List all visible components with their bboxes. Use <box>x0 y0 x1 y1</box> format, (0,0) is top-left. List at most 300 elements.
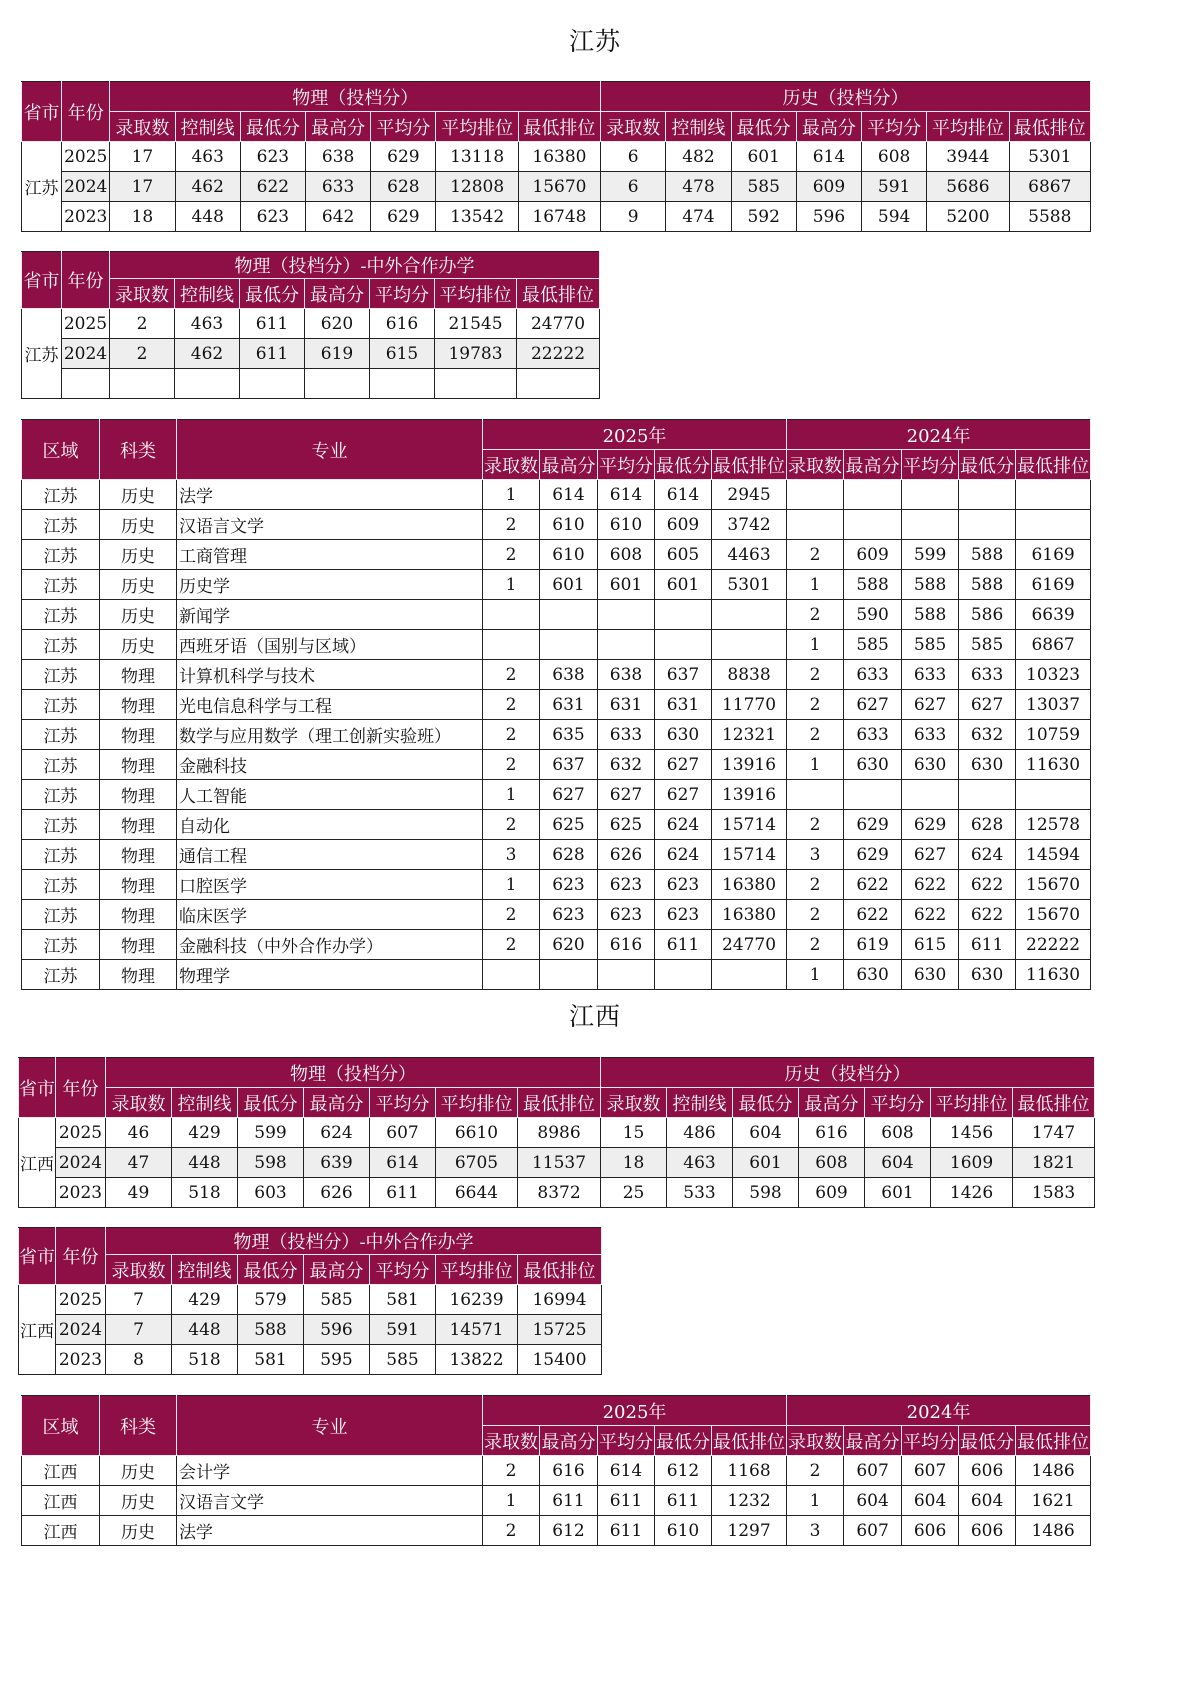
table-cell: 598 <box>238 1148 304 1178</box>
col-header: 控制线 <box>666 112 731 142</box>
major-name-cell: 新闻学 <box>177 600 483 630</box>
major-name-cell: 光电信息科学与工程 <box>177 690 483 720</box>
table-cell: 2 <box>483 810 540 840</box>
table-cell: 448 <box>172 1315 238 1345</box>
col-header: 最低排位 <box>1016 450 1091 480</box>
table-cell: 463 <box>667 1148 733 1178</box>
subject-type-cell: 物理 <box>100 870 177 900</box>
major-name-cell: 汉语言文学 <box>177 1486 483 1516</box>
table-cell: 629 <box>844 810 902 840</box>
group-header-coop: 物理（投档分）-中外合作办学 <box>110 252 600 279</box>
table-cell: 1 <box>787 570 844 600</box>
region-cell: 江苏 <box>22 480 100 510</box>
table-cell: 448 <box>172 1148 238 1178</box>
table-row <box>22 930 1091 960</box>
table-cell: 8372 <box>518 1178 601 1208</box>
table-cell: 608 <box>862 142 927 172</box>
table-cell: 601 <box>540 570 598 600</box>
year-cell <box>62 369 110 399</box>
year-cell: 2024 <box>56 1148 106 1178</box>
table-cell: 18 <box>601 1148 667 1178</box>
col-header: 最低排位 <box>517 279 600 309</box>
col-header: 最低分 <box>959 450 1016 480</box>
table-cell: 1609 <box>931 1148 1013 1178</box>
table-cell: 14571 <box>436 1315 518 1345</box>
col-header: 最低排位 <box>518 112 600 142</box>
table-cell: 588 <box>959 570 1016 600</box>
major-name-cell: 计算机科学与技术 <box>177 660 483 690</box>
table-cell: 474 <box>666 202 731 232</box>
table-row <box>22 960 1091 990</box>
table-cell: 591 <box>862 172 927 202</box>
table-cell: 606 <box>959 1516 1016 1546</box>
table-cell <box>959 480 1016 510</box>
table-cell: 2 <box>483 1456 540 1486</box>
table-cell: 609 <box>844 540 902 570</box>
table-cell: 13037 <box>1016 690 1091 720</box>
table-cell <box>655 960 712 990</box>
major-name-cell: 自动化 <box>177 810 483 840</box>
table-row <box>22 142 1091 172</box>
table-row <box>22 570 1091 600</box>
table-cell: 3944 <box>927 142 1009 172</box>
table-row <box>22 720 1091 750</box>
table-cell: 2 <box>483 690 540 720</box>
col-header: 平均分 <box>370 279 435 309</box>
table-cell: 616 <box>370 309 435 339</box>
table-cell: 611 <box>655 930 712 960</box>
table-cell: 1168 <box>712 1456 787 1486</box>
table-cell: 619 <box>305 339 370 369</box>
subject-type-cell: 物理 <box>100 690 177 720</box>
subject-type-cell: 历史 <box>100 510 177 540</box>
table-cell: 585 <box>844 630 902 660</box>
col-header: 控制线 <box>175 112 240 142</box>
col-header: 最高分 <box>844 1426 902 1456</box>
table-cell <box>902 480 959 510</box>
table-cell: 13118 <box>436 142 518 172</box>
table-cell: 2 <box>483 540 540 570</box>
table-cell: 7 <box>106 1315 172 1345</box>
table-cell: 518 <box>172 1345 238 1375</box>
table-cell: 630 <box>902 750 959 780</box>
col-header: 最低分 <box>959 1426 1016 1456</box>
table-cell <box>240 369 305 399</box>
table-cell: 6169 <box>1016 540 1091 570</box>
col-header: 录取数 <box>483 450 540 480</box>
table-cell: 17 <box>110 172 175 202</box>
table-cell: 609 <box>796 172 861 202</box>
table-cell: 633 <box>902 720 959 750</box>
major-name-cell: 口腔医学 <box>177 870 483 900</box>
table-cell: 16380 <box>712 870 787 900</box>
region-cell: 江苏 <box>22 900 100 930</box>
table-row <box>22 339 600 369</box>
table-cell: 10759 <box>1016 720 1091 750</box>
table-cell: 6867 <box>1016 630 1091 660</box>
subject-type-cell: 历史 <box>100 480 177 510</box>
table-row <box>22 1486 1091 1516</box>
table-cell: 588 <box>238 1315 304 1345</box>
table-cell: 630 <box>902 960 959 990</box>
subject-type-cell: 历史 <box>100 1516 177 1546</box>
col-header: 最高分 <box>304 1088 370 1118</box>
table-cell: 604 <box>733 1118 799 1148</box>
table-cell: 13822 <box>436 1345 518 1375</box>
table-cell: 624 <box>655 810 712 840</box>
table-cell: 633 <box>844 660 902 690</box>
table-cell: 2 <box>483 750 540 780</box>
table-cell: 581 <box>370 1285 436 1315</box>
table-cell <box>540 960 598 990</box>
col-header: 最低分 <box>238 1255 304 1285</box>
region-cell: 江西 <box>22 1456 100 1486</box>
table-cell: 628 <box>371 172 436 202</box>
table-cell: 622 <box>959 870 1016 900</box>
table-cell: 596 <box>304 1315 370 1345</box>
col-header: 平均分 <box>371 112 436 142</box>
table-cell: 588 <box>844 570 902 600</box>
table-row <box>19 1315 602 1345</box>
table-cell <box>959 780 1016 810</box>
table-cell: 15670 <box>518 172 600 202</box>
table-cell: 518 <box>172 1178 238 1208</box>
table-cell: 12578 <box>1016 810 1091 840</box>
table-cell: 610 <box>655 1516 712 1546</box>
table-cell: 5301 <box>712 570 787 600</box>
table-cell: 2 <box>110 339 175 369</box>
table-cell: 22222 <box>1016 930 1091 960</box>
table-cell: 620 <box>305 309 370 339</box>
coop-table <box>21 251 600 399</box>
table-cell: 47 <box>106 1148 172 1178</box>
table-cell: 632 <box>598 750 655 780</box>
table-cell: 462 <box>175 339 240 369</box>
table-cell: 15714 <box>712 810 787 840</box>
table-cell: 1621 <box>1016 1486 1091 1516</box>
table-cell: 603 <box>238 1178 304 1208</box>
table-cell: 585 <box>370 1345 436 1375</box>
table-cell: 1 <box>787 1486 844 1516</box>
table-cell: 598 <box>733 1178 799 1208</box>
table-cell: 622 <box>902 900 959 930</box>
table-cell: 628 <box>540 840 598 870</box>
majors-table <box>21 419 1091 990</box>
table-cell: 604 <box>844 1486 902 1516</box>
group-header-2025: 2025年 <box>483 1396 787 1426</box>
table-cell: 1583 <box>1013 1178 1095 1208</box>
table-cell: 608 <box>865 1118 931 1148</box>
table-cell: 19783 <box>435 339 517 369</box>
table-cell: 1 <box>483 870 540 900</box>
col-header: 平均排位 <box>927 112 1009 142</box>
table-cell: 1821 <box>1013 1148 1095 1178</box>
province-cell: 江西 <box>19 1118 56 1208</box>
table-cell: 21545 <box>435 309 517 339</box>
table-cell: 3 <box>787 840 844 870</box>
table-cell: 16239 <box>436 1285 518 1315</box>
year-cell: 2025 <box>62 309 110 339</box>
major-name-cell: 人工智能 <box>177 780 483 810</box>
table-cell: 22222 <box>517 339 600 369</box>
table-cell: 10323 <box>1016 660 1091 690</box>
table-row <box>22 172 1091 202</box>
subject-type-cell: 物理 <box>100 960 177 990</box>
header-major: 专业 <box>177 1396 483 1456</box>
table-cell: 627 <box>902 840 959 870</box>
table-cell: 2 <box>787 600 844 630</box>
table-cell <box>655 630 712 660</box>
major-name-cell: 法学 <box>177 1516 483 1546</box>
table-row <box>19 1148 1095 1178</box>
col-header: 录取数 <box>106 1255 172 1285</box>
table-cell: 614 <box>370 1148 436 1178</box>
table-row <box>22 810 1091 840</box>
table-cell: 623 <box>655 870 712 900</box>
subject-type-cell: 历史 <box>100 1486 177 1516</box>
table-cell: 623 <box>598 870 655 900</box>
col-header: 录取数 <box>483 1426 540 1456</box>
table-cell: 638 <box>306 142 371 172</box>
table-cell: 24770 <box>517 309 600 339</box>
header-province: 省市 <box>19 1228 56 1285</box>
table-cell: 8838 <box>712 660 787 690</box>
table-cell: 12321 <box>712 720 787 750</box>
table-cell <box>1016 510 1091 540</box>
table-cell: 607 <box>370 1118 436 1148</box>
table-row <box>22 900 1091 930</box>
table-cell: 1426 <box>931 1178 1013 1208</box>
table-cell: 448 <box>175 202 240 232</box>
table-row <box>22 660 1091 690</box>
table-cell: 2 <box>110 309 175 339</box>
table-cell: 631 <box>655 690 712 720</box>
table-cell <box>598 600 655 630</box>
section-title: 江苏 <box>568 27 621 56</box>
table-cell: 628 <box>959 810 1016 840</box>
table-cell: 607 <box>902 1456 959 1486</box>
table-row <box>22 202 1091 232</box>
table-cell: 46 <box>106 1118 172 1148</box>
table-cell: 633 <box>598 720 655 750</box>
table-cell: 1486 <box>1016 1516 1091 1546</box>
col-header: 平均排位 <box>931 1088 1013 1118</box>
table-cell: 622 <box>844 900 902 930</box>
table-cell: 638 <box>598 660 655 690</box>
table-cell: 594 <box>862 202 927 232</box>
region-cell: 江苏 <box>22 780 100 810</box>
col-header: 最高分 <box>540 450 598 480</box>
table-cell: 13542 <box>436 202 518 232</box>
table-cell: 1 <box>787 750 844 780</box>
subject-type-cell: 物理 <box>100 780 177 810</box>
table-cell: 595 <box>304 1345 370 1375</box>
region-cell: 江苏 <box>22 750 100 780</box>
table-cell: 591 <box>370 1315 436 1345</box>
table-cell: 642 <box>306 202 371 232</box>
table-cell: 5686 <box>927 172 1009 202</box>
table-row <box>19 1118 1095 1148</box>
table-cell: 611 <box>240 339 305 369</box>
major-name-cell: 临床医学 <box>177 900 483 930</box>
table-cell: 637 <box>540 750 598 780</box>
table-cell: 2 <box>787 870 844 900</box>
major-name-cell: 数学与应用数学（理工创新实验班） <box>177 720 483 750</box>
table-cell: 610 <box>540 540 598 570</box>
table-cell: 596 <box>796 202 861 232</box>
table-cell: 579 <box>238 1285 304 1315</box>
table-cell: 629 <box>902 810 959 840</box>
section-title: 江西 <box>568 1002 621 1031</box>
table-cell: 6610 <box>436 1118 518 1148</box>
subject-type-cell: 物理 <box>100 660 177 690</box>
table-cell: 592 <box>731 202 796 232</box>
table-cell: 627 <box>902 690 959 720</box>
subject-type-cell: 物理 <box>100 750 177 780</box>
table-cell: 612 <box>540 1516 598 1546</box>
table-cell: 588 <box>902 570 959 600</box>
table-cell: 1456 <box>931 1118 1013 1148</box>
subject-type-cell: 历史 <box>100 540 177 570</box>
table-cell: 629 <box>371 142 436 172</box>
table-row <box>22 480 1091 510</box>
table-cell <box>370 369 435 399</box>
group-header-2024: 2024年 <box>787 420 1091 450</box>
table-cell: 1 <box>787 960 844 990</box>
table-cell: 609 <box>655 510 712 540</box>
table-cell: 627 <box>598 780 655 810</box>
table-row <box>22 309 600 339</box>
table-cell: 627 <box>844 690 902 720</box>
table-cell: 627 <box>540 780 598 810</box>
table-cell <box>110 369 175 399</box>
group-header-2024: 2024年 <box>787 1396 1091 1426</box>
major-name-cell: 历史学 <box>177 570 483 600</box>
table-cell: 15400 <box>518 1345 602 1375</box>
table-cell: 625 <box>540 810 598 840</box>
table-cell: 601 <box>865 1178 931 1208</box>
table-row <box>19 1345 602 1375</box>
table-cell: 611 <box>370 1178 436 1208</box>
table-cell: 17 <box>110 142 175 172</box>
table-cell: 5200 <box>927 202 1009 232</box>
col-header: 控制线 <box>172 1255 238 1285</box>
table-cell: 2 <box>787 690 844 720</box>
table-cell: 606 <box>902 1516 959 1546</box>
table-cell <box>1016 480 1091 510</box>
table-cell <box>655 600 712 630</box>
table-cell: 632 <box>959 720 1016 750</box>
province-cell: 江苏 <box>22 309 62 399</box>
table-cell: 5301 <box>1009 142 1090 172</box>
table-cell: 1 <box>787 630 844 660</box>
table-cell <box>305 369 370 399</box>
col-header: 最低排位 <box>518 1255 602 1285</box>
table-cell <box>483 600 540 630</box>
table-cell: 15725 <box>518 1315 602 1345</box>
table-cell: 15 <box>601 1118 667 1148</box>
region-cell: 江苏 <box>22 570 100 600</box>
table-cell: 2 <box>787 540 844 570</box>
col-header: 平均排位 <box>435 279 517 309</box>
table-cell: 601 <box>655 570 712 600</box>
table-cell: 619 <box>844 930 902 960</box>
table-cell: 25 <box>601 1178 667 1208</box>
table-cell: 638 <box>540 660 598 690</box>
table-cell <box>844 510 902 540</box>
table-cell <box>1016 780 1091 810</box>
col-header: 最高分 <box>844 450 902 480</box>
group-header-2025: 2025年 <box>483 420 787 450</box>
table-cell: 601 <box>598 570 655 600</box>
col-header: 平均排位 <box>436 1088 518 1118</box>
table-cell: 614 <box>598 1456 655 1486</box>
table-cell: 599 <box>902 540 959 570</box>
table-cell: 6 <box>601 172 666 202</box>
table-cell: 11770 <box>712 690 787 720</box>
table-cell <box>712 600 787 630</box>
col-header: 最低分 <box>240 112 305 142</box>
table-row <box>22 870 1091 900</box>
table-cell: 623 <box>240 202 305 232</box>
table-cell: 630 <box>959 750 1016 780</box>
col-header: 最低分 <box>655 1426 712 1456</box>
table-cell: 16748 <box>518 202 600 232</box>
table-cell: 611 <box>598 1486 655 1516</box>
table-cell: 630 <box>844 960 902 990</box>
col-header: 录取数 <box>787 1426 844 1456</box>
table-row <box>22 540 1091 570</box>
table-cell: 611 <box>655 1486 712 1516</box>
table-cell: 607 <box>844 1516 902 1546</box>
table-cell: 581 <box>238 1345 304 1375</box>
group-header-physics: 物理（投档分） <box>106 1058 601 1088</box>
table-cell: 1297 <box>712 1516 787 1546</box>
subject-type-cell: 物理 <box>100 720 177 750</box>
table-cell: 624 <box>959 840 1016 870</box>
major-name-cell: 金融科技 <box>177 750 483 780</box>
table-cell: 11630 <box>1016 960 1091 990</box>
table-cell: 2 <box>483 660 540 690</box>
table-row <box>19 1178 1095 1208</box>
table-cell: 2945 <box>712 480 787 510</box>
col-header: 平均分 <box>598 1426 655 1456</box>
col-header: 最低分 <box>731 112 796 142</box>
region-cell: 江苏 <box>22 960 100 990</box>
table-cell: 631 <box>598 690 655 720</box>
table-cell <box>787 480 844 510</box>
subject-type-cell: 物理 <box>100 900 177 930</box>
table-cell: 6644 <box>436 1178 518 1208</box>
table-cell: 610 <box>540 510 598 540</box>
table-cell: 620 <box>540 930 598 960</box>
subject-type-cell: 物理 <box>100 930 177 960</box>
table-row <box>22 1456 1091 1486</box>
region-cell: 江苏 <box>22 540 100 570</box>
header-major: 专业 <box>177 420 483 480</box>
col-header: 最高分 <box>305 279 370 309</box>
table-cell: 16994 <box>518 1285 602 1315</box>
table-row <box>22 840 1091 870</box>
table-cell: 615 <box>902 930 959 960</box>
table-cell <box>844 480 902 510</box>
table-cell: 599 <box>238 1118 304 1148</box>
region-cell: 江西 <box>22 1486 100 1516</box>
table-cell: 2 <box>483 1516 540 1546</box>
table-cell <box>175 369 240 399</box>
group-header-coop: 物理（投档分）-中外合作办学 <box>106 1228 602 1255</box>
table-cell <box>712 960 787 990</box>
